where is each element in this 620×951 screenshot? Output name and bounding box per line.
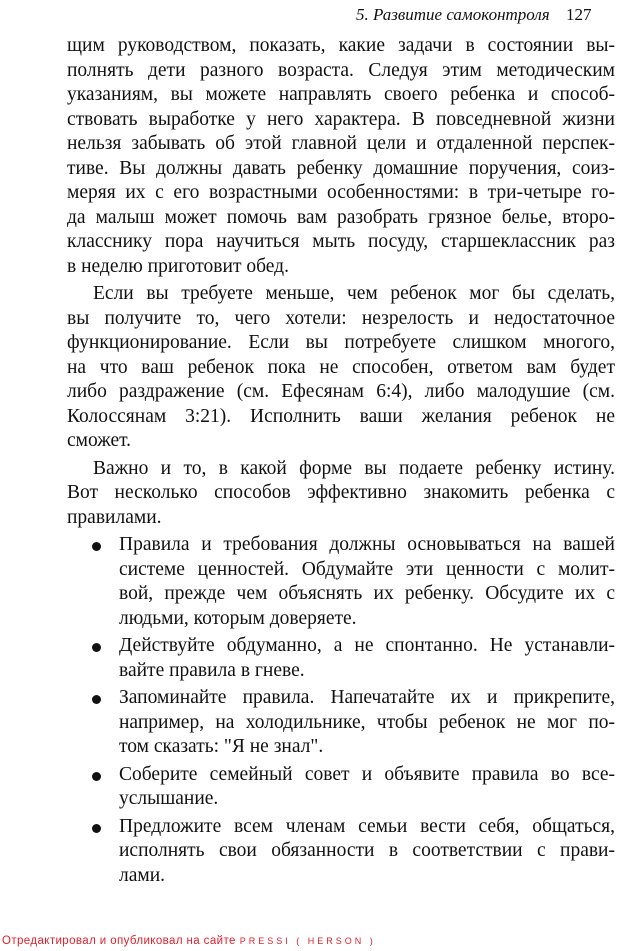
text-line: функционирование. Если вы потребуете слишком многого, bbox=[67, 332, 615, 353]
text-line: Запоминайте правила. Напечатайте их и прикрепите, bbox=[119, 687, 615, 708]
text-line: системе ценностей. Обдумайте эти ценности с молит- bbox=[119, 558, 615, 580]
text-line: класснику пора научиться мыть посуду, старшеклассник раз bbox=[67, 231, 615, 252]
text-line: меряя их с его возрастными особенностями: в три-четыре го- bbox=[67, 182, 615, 203]
text-line: лами. bbox=[119, 864, 166, 886]
footer-text: Отредактировал и опубликовал на сайте bbox=[2, 935, 236, 947]
bullet-icon bbox=[92, 643, 101, 652]
text-line: полнять дети разного возраста. Следуя этим методическим bbox=[67, 59, 615, 81]
text-line: Правила и требования должны основываться на вашей bbox=[119, 534, 615, 555]
list-item bbox=[90, 763, 615, 812]
running-title: 5. Развитие самоконтроля bbox=[356, 5, 550, 24]
text-line: исполнять свои обязанности в соответствии с прави- bbox=[119, 840, 615, 861]
text-line: Колоссянам 3:21). Исполнить ваши желания ребенок не bbox=[67, 405, 615, 427]
paragraph-3 bbox=[67, 457, 615, 531]
text-line: Если вы требуете меньше, чем ребенок мог бы сделать, bbox=[93, 283, 615, 304]
text-line: том сказать: "Я не знал". bbox=[119, 736, 324, 757]
text-line: указаниям, вы можете направлять своего ребенка и способ- bbox=[67, 84, 615, 105]
text-line: Действуйте обдуманно, а не спонтанно. Не устанавли- bbox=[119, 635, 615, 656]
text-line: да малыш может помочь вам разобрать грязное белье, второ- bbox=[67, 206, 615, 228]
text-line: щим руководством, показать, какие задачи в состоянии вы- bbox=[67, 35, 615, 56]
text-line: людьми, которым доверяете. bbox=[119, 607, 357, 629]
text-line: Вот несколько способов эффективно знакомить ребенка с bbox=[67, 482, 615, 503]
text-line: вой, прежде чем объяснять их ребенку. Обсудите их с bbox=[119, 583, 615, 604]
text-line: сможет. bbox=[67, 430, 132, 451]
text-line: либо раздражение (см. Ефесянам 6:4), либо малодушие (см. bbox=[67, 381, 615, 402]
text-line: в неделю приготовит обед. bbox=[67, 255, 289, 277]
list-item bbox=[90, 686, 615, 760]
text-line: правилами. bbox=[67, 506, 162, 528]
text-line: ствовать выработке у него характера. В повседневной жизни bbox=[67, 108, 615, 130]
text-line: Предложите всем членам семьи вести себя, общаться, bbox=[119, 815, 615, 837]
body-text bbox=[67, 34, 615, 530]
text-line: вайте правила в гневе. bbox=[119, 659, 305, 681]
paragraph-1 bbox=[67, 34, 615, 279]
bullet-icon bbox=[92, 824, 101, 833]
text-line: тиве. Вы должны давать ребенку домашние поручения, соиз- bbox=[67, 157, 615, 179]
text-line: вы получите то, чего хотели: незрелость и недостаточное bbox=[67, 307, 615, 329]
text-line: нельзя забывать об этой главной цели и отдаленной перспек- bbox=[67, 133, 615, 154]
list-item bbox=[90, 815, 615, 889]
publisher-footer bbox=[2, 934, 376, 948]
bullet-icon bbox=[92, 772, 101, 781]
text-line: Важно и то, в какой форме вы подаете ребенку истину. bbox=[93, 457, 615, 479]
paragraph-2 bbox=[67, 282, 615, 454]
bullet-icon bbox=[92, 695, 101, 704]
list-item bbox=[90, 533, 615, 631]
bullet-icon bbox=[92, 542, 101, 551]
bullet-list bbox=[90, 533, 615, 891]
footer-brand: PRESSI ( HERSON ) bbox=[239, 936, 376, 946]
text-line: на что ваш ребенок пока не способен, ответом вам будет bbox=[67, 356, 615, 378]
text-line: услышание. bbox=[119, 788, 219, 809]
text-line: Соберите семейный совет и объявите правила во все- bbox=[119, 763, 615, 785]
text-line: например, на холодильнике, чтобы ребенок не мог по- bbox=[119, 711, 615, 733]
list-item bbox=[90, 634, 615, 683]
page-header bbox=[0, 4, 620, 28]
page-number: 127 bbox=[566, 5, 592, 24]
